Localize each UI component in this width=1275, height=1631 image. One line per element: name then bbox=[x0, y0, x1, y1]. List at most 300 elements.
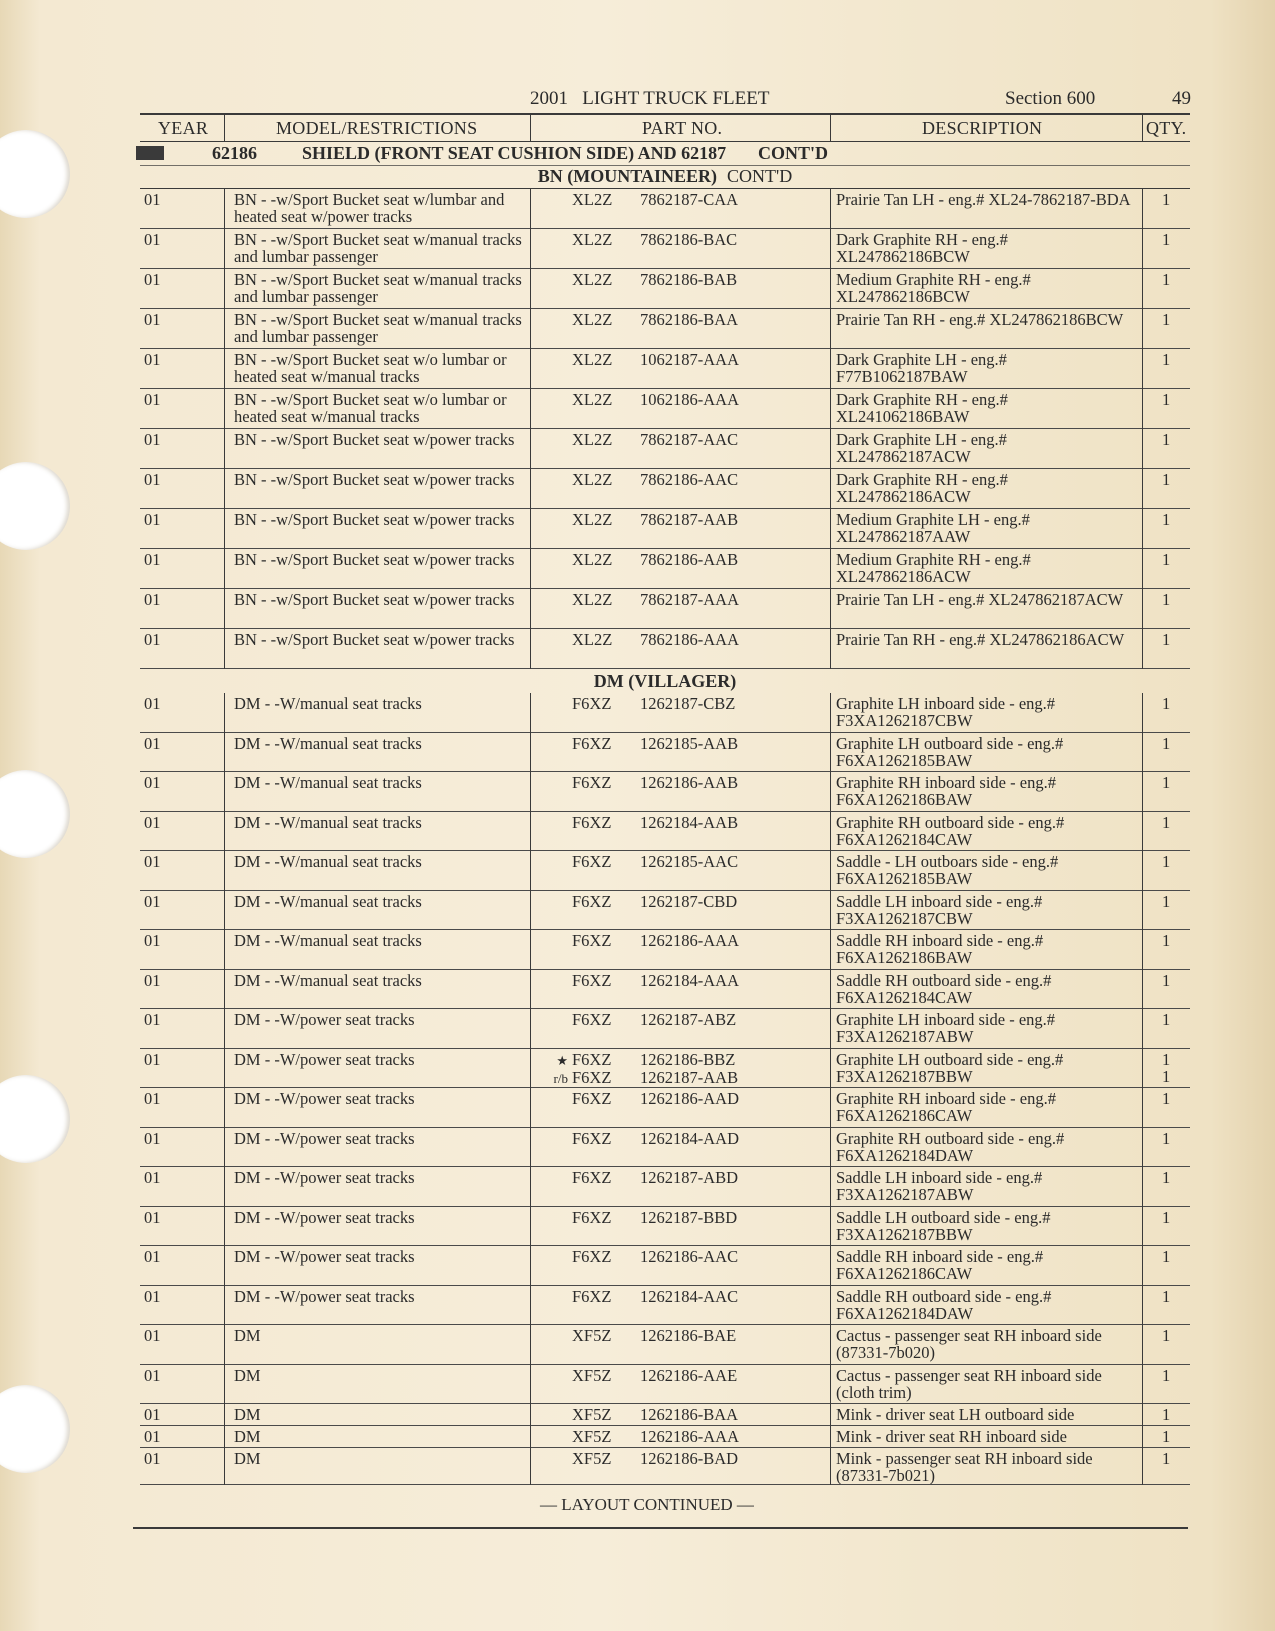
part-suffix: 1062186-AAA bbox=[640, 390, 739, 409]
qty-cell: 1 bbox=[1162, 630, 1171, 649]
part-number bbox=[540, 351, 810, 368]
part-suffix: 1262187-BBD bbox=[640, 1207, 738, 1227]
part-cell bbox=[540, 511, 810, 528]
part-number bbox=[540, 511, 810, 528]
description-cell: Graphite RH outboard side - eng.# F6XA1262184DAW bbox=[836, 1128, 1065, 1165]
description-cell: Medium Graphite LH - eng.# XL247862187AAW bbox=[836, 510, 1030, 546]
table-row bbox=[140, 469, 1190, 509]
description-cell: Graphite LH outboard side - eng.# F6XA1262185BAW bbox=[836, 733, 1064, 770]
model-cell: DM - -W/manual seat tracks bbox=[234, 773, 422, 792]
model-cell: DM - -W/power seat tracks bbox=[234, 1207, 415, 1227]
description-cell: Saddle RH inboard side - eng.# F6XA1262186CAW bbox=[836, 1247, 1044, 1283]
part-cell bbox=[540, 1169, 810, 1186]
table-row bbox=[140, 693, 1190, 733]
part-cell bbox=[540, 1051, 810, 1087]
part-suffix: 1062187-AAA bbox=[640, 350, 739, 369]
column-divider bbox=[224, 113, 225, 141]
model-cell: BN - -w/Sport Bucket seat w/power tracks bbox=[234, 470, 515, 489]
table-row bbox=[140, 812, 1190, 852]
part-number bbox=[540, 231, 810, 248]
part-mark: r/b bbox=[553, 1070, 568, 1086]
part-cell bbox=[540, 774, 810, 791]
group-heading bbox=[140, 143, 1190, 165]
description-cell: Mink - driver seat RH inboard side bbox=[836, 1427, 1067, 1446]
year-cell: 01 bbox=[144, 550, 161, 569]
part-number bbox=[540, 631, 810, 648]
qty-cell: 1 bbox=[1162, 891, 1171, 911]
column-divider bbox=[830, 189, 831, 669]
model-cell: BN - -w/Sport Bucket seat w/manual tracks and lumbar passenger bbox=[234, 270, 522, 306]
section-name: BN (MOUNTAINEER) bbox=[537, 166, 717, 186]
year-cell: 01 bbox=[144, 931, 161, 950]
part-suffix: 7862186-AAB bbox=[640, 550, 739, 569]
table-row bbox=[140, 1246, 1190, 1286]
description-cell: Prairie Tan LH - eng.# XL24-7862187-BDA bbox=[836, 190, 1131, 209]
model-cell: DM - -W/power seat tracks bbox=[234, 1247, 415, 1266]
part-suffix: 1262186-AAA bbox=[640, 1427, 739, 1446]
part-prefix: F6XZ bbox=[572, 891, 612, 911]
part-number bbox=[540, 735, 810, 752]
year-cell: 01 bbox=[144, 773, 161, 792]
part-prefix: F6XZ bbox=[572, 773, 612, 792]
table-row bbox=[140, 1128, 1190, 1168]
part-number bbox=[540, 695, 810, 712]
description-cell: Dark Graphite LH - eng.# XL247862187ACW bbox=[836, 430, 1007, 466]
qty-cell: 1 bbox=[1162, 1089, 1171, 1108]
part-number bbox=[540, 1051, 810, 1069]
part-prefix: XF5Z bbox=[572, 1365, 612, 1385]
table-row bbox=[140, 1286, 1190, 1326]
part-prefix: XL2Z bbox=[572, 630, 613, 649]
year-cell: 01 bbox=[144, 1326, 161, 1345]
qty-cell: 1 bbox=[1162, 190, 1171, 209]
part-cell bbox=[540, 631, 810, 648]
part-number bbox=[540, 1248, 810, 1265]
part-prefix: F6XZ bbox=[572, 970, 612, 990]
year-cell: 01 bbox=[144, 1168, 161, 1187]
description-cell: Mink - driver seat LH outboard side bbox=[836, 1405, 1075, 1424]
year-cell: 01 bbox=[144, 230, 161, 249]
part-prefix: F6XZ bbox=[572, 1286, 612, 1306]
part-number bbox=[540, 1069, 810, 1087]
part-suffix: 1262187-CBZ bbox=[640, 694, 736, 713]
year-cell: 01 bbox=[144, 390, 161, 409]
group-title: SHIELD (FRONT SEAT CUSHION SIDE) AND 62187 bbox=[302, 143, 727, 163]
description-cell: Graphite LH inboard side - eng.# F3XA1262187CBW bbox=[836, 694, 1056, 730]
table-row bbox=[140, 733, 1190, 773]
part-suffix: 7862187-AAB bbox=[640, 510, 739, 529]
description-cell: Medium Graphite RH - eng.# XL247862186ACW bbox=[836, 550, 1031, 586]
model-cell: BN - -w/Sport Bucket seat w/power tracks bbox=[234, 550, 515, 569]
description-cell: Saddle LH outboard side - eng.# F3XA1262187BBW bbox=[836, 1207, 1051, 1244]
part-prefix: F6XZ bbox=[572, 1067, 612, 1087]
column-header-part: PART NO. bbox=[642, 118, 723, 138]
description-cell: Graphite LH inboard side - eng.# F3XA1262187ABW bbox=[836, 1010, 1056, 1046]
part-number bbox=[540, 1169, 810, 1186]
table-row bbox=[140, 229, 1190, 269]
model-cell: DM - -W/manual seat tracks bbox=[234, 812, 422, 832]
table-row bbox=[140, 1049, 1190, 1089]
model-cell: BN - -w/Sport Bucket seat w/lumbar and heated seat w/power tracks bbox=[234, 190, 505, 226]
part-cell bbox=[540, 271, 810, 288]
qty-cell: 1 bbox=[1162, 270, 1171, 289]
description-cell: Dark Graphite LH - eng.# F77B1062187BAW bbox=[836, 350, 1007, 386]
part-prefix: F6XZ bbox=[572, 1049, 612, 1069]
model-cell: BN - -w/Sport Bucket seat w/manual tracks and lumbar passenger bbox=[234, 230, 522, 266]
description-cell: Medium Graphite RH - eng.# XL247862186BCW bbox=[836, 270, 1031, 306]
part-suffix: 1262186-BAA bbox=[640, 1405, 739, 1424]
table-row bbox=[140, 189, 1190, 229]
part-cell bbox=[540, 1209, 810, 1226]
model-cell: BN - -w/Sport Bucket seat w/power tracks bbox=[234, 630, 515, 649]
part-cell bbox=[540, 591, 810, 608]
section-heading-dm bbox=[140, 671, 1190, 692]
part-suffix: 1262186-AAE bbox=[640, 1365, 738, 1385]
part-number bbox=[540, 774, 810, 791]
page-number: 49 bbox=[1172, 88, 1191, 109]
model-cell: DM bbox=[234, 1427, 261, 1446]
part-cell bbox=[540, 231, 810, 248]
part-number bbox=[540, 1011, 810, 1028]
year-cell: 01 bbox=[144, 430, 161, 449]
bottom-rule bbox=[133, 1527, 1188, 1529]
part-suffix: 1262184-AAB bbox=[640, 812, 739, 832]
qty-cell: 1 bbox=[1162, 812, 1171, 832]
part-number bbox=[540, 893, 810, 910]
column-divider bbox=[530, 189, 531, 669]
qty-cell: 1 bbox=[1162, 230, 1171, 249]
model-cell: DM - -W/manual seat tracks bbox=[234, 931, 422, 950]
qty-cell: 1 bbox=[1162, 470, 1171, 489]
column-divider bbox=[530, 113, 531, 141]
part-suffix: 1262187-AAB bbox=[640, 1067, 739, 1087]
part-suffix: 1262186-AAC bbox=[640, 1247, 739, 1266]
year-cell: 01 bbox=[144, 733, 161, 753]
part-cell bbox=[540, 551, 810, 568]
part-suffix: 7862187-AAA bbox=[640, 590, 739, 609]
table-row bbox=[140, 970, 1190, 1010]
table-row bbox=[140, 589, 1190, 629]
model-cell: DM - -W/manual seat tracks bbox=[234, 733, 422, 753]
marker-block bbox=[136, 146, 164, 160]
qty-cell: 1 bbox=[1162, 510, 1171, 529]
model-cell: BN - -w/Sport Bucket seat w/o lumbar or heated seat w/manual tracks bbox=[234, 390, 507, 426]
part-suffix: 1262186-AAB bbox=[640, 773, 739, 792]
year-cell: 01 bbox=[144, 1247, 161, 1266]
part-number bbox=[540, 591, 810, 608]
model-cell: DM - -W/manual seat tracks bbox=[234, 852, 422, 871]
part-prefix: XL2Z bbox=[572, 270, 613, 289]
part-number bbox=[540, 1406, 810, 1423]
year-cell: 01 bbox=[144, 852, 161, 871]
table-row bbox=[140, 389, 1190, 429]
year-cell: 01 bbox=[144, 270, 161, 289]
qty-cell: 1 bbox=[1162, 1207, 1171, 1227]
part-prefix: F6XZ bbox=[572, 1010, 612, 1029]
part-suffix: 7862187-AAC bbox=[640, 430, 739, 449]
year-cell: 01 bbox=[144, 1128, 161, 1148]
description-cell: Saddle RH outboard side - eng.# F6XA1262184CAW bbox=[836, 970, 1052, 1007]
qty-cell: 1 bbox=[1162, 390, 1171, 409]
column-header-qty: QTY. bbox=[1146, 118, 1187, 138]
part-prefix: XL2Z bbox=[572, 550, 613, 569]
part-suffix: 7862186-BAB bbox=[640, 270, 738, 289]
group-contd: CONT'D bbox=[758, 143, 829, 163]
year-cell: 01 bbox=[144, 1427, 161, 1446]
year-cell: 01 bbox=[144, 891, 161, 911]
year-cell: 01 bbox=[144, 1089, 161, 1108]
model-cell: DM - -W/manual seat tracks bbox=[234, 970, 422, 990]
part-number bbox=[540, 431, 810, 448]
description-cell: Saddle - LH outboars side - eng.# F6XA1262185BAW bbox=[836, 852, 1059, 888]
part-cell bbox=[540, 1428, 810, 1445]
part-prefix: F6XZ bbox=[572, 931, 612, 950]
table-row bbox=[140, 269, 1190, 309]
description-cell: Graphite RH outboard side - eng.# F6XA1262184CAW bbox=[836, 812, 1065, 849]
description-cell: Dark Graphite RH - eng.# XL241062186BAW bbox=[836, 390, 1008, 426]
part-suffix: 1262184-AAC bbox=[640, 1286, 739, 1306]
table-row bbox=[140, 891, 1190, 931]
year-cell: 01 bbox=[144, 470, 161, 489]
qty-cell: 1 bbox=[1162, 1247, 1171, 1266]
part-cell bbox=[540, 311, 810, 328]
year-cell: 01 bbox=[144, 190, 161, 209]
qty-cell: 1 bbox=[1162, 970, 1171, 990]
part-cell bbox=[540, 1450, 810, 1467]
part-prefix: F6XZ bbox=[572, 1128, 612, 1148]
table-row bbox=[140, 1167, 1190, 1207]
qty-cell: 1 bbox=[1162, 590, 1171, 609]
part-suffix: 1262186-BAD bbox=[640, 1449, 739, 1468]
model-cell: DM - -W/power seat tracks bbox=[234, 1128, 415, 1148]
model-cell: DM - -W/power seat tracks bbox=[234, 1010, 415, 1029]
part-prefix: XF5Z bbox=[572, 1449, 612, 1468]
part-prefix: XF5Z bbox=[572, 1427, 612, 1446]
qty-cell: 1 bbox=[1162, 694, 1171, 713]
part-cell bbox=[540, 391, 810, 408]
column-divider bbox=[1142, 113, 1143, 141]
part-suffix: 1262186-BBZ bbox=[640, 1049, 736, 1069]
model-cell: DM - -W/power seat tracks bbox=[234, 1168, 415, 1187]
year-cell: 01 bbox=[144, 1010, 161, 1029]
qty-cell: 1 bbox=[1162, 733, 1171, 753]
table-row bbox=[140, 930, 1190, 970]
qty-cell: 1 bbox=[1162, 1449, 1171, 1468]
part-prefix: XL2Z bbox=[572, 510, 613, 529]
part-suffix: 1262187-ABD bbox=[640, 1168, 739, 1187]
part-mark: ★ bbox=[556, 1052, 568, 1068]
description-cell: Cactus - passenger seat RH inboard side (cloth trim) bbox=[836, 1365, 1102, 1402]
table-row bbox=[140, 1448, 1190, 1485]
part-number bbox=[540, 1428, 810, 1445]
model-cell: DM - -W/power seat tracks bbox=[234, 1049, 415, 1069]
section-heading-bn bbox=[140, 166, 1190, 187]
catalog-page: 2001 LIGHT TRUCK FLEET Section 600 49 YEAR MODEL/RESTRICTIONS PART NO. DESCRIPTION QTY. 62186 SHIELD (FRONT SEAT CUSHION SIDE) AND 62187 CONT'D BN (MOUNTAINEER) CONT'D 01 BN - -w/Sport Bucket seat w/lumbar and heated seat w/power tracks XL2Z 7862187-CAA Prairie Tan LH - eng.# XL24-7862187-BDA 1 01 BN - -w/Sport Bucket seat w/manual tracks and lumbar passenger XL2Z 7862186-BAC Dark Graphite RH - eng.# XL247862186BCW 1 01 BN - -w/Sport Bucket seat w/manual tracks and lumbar passenger XL2Z 7862186-BAB Medium Graphite RH - eng.# XL247862186BCW 1 01 BN - -w/Sport Bucket seat w/manual tracks and lumbar passenger XL2Z 7862186-BAA Prairie Tan RH - eng.# XL247862186BCW 1 01 BN - -w/Sport Bucket seat w/o lumbar or heated seat w/manual tracks XL2Z 1062187-AAA Dark Graphite LH - eng.# F77B1062187BAW 1 01 BN - -w/Sport Bucket seat w/o lumbar or heated seat w/manual tracks XL2Z 1062186-AAA Dark Graphite RH - eng.# XL241062186BAW 1 01 BN - -w/Sport Bucket seat w/power tracks XL2Z 7862187-AAC Dark Graphite LH - eng.# XL247862187ACW 1 01 BN - -w/Sport Bucket seat w/power tracks XL2Z 7862186-AAC Dark Graphite RH - eng.# XL247862186ACW 1 01 BN - -w/Sport Bucket seat w/power tracks XL2Z 7862187-AAB Medium Graphite LH - eng.# XL247862187AAW 1 01 BN - -w/Sport Bucket seat w/power tracks XL2Z 7862186-AAB Medium Graphite RH - eng.# XL247862186ACW 1 01 BN - -w/Sport Bucket seat w/power tracks XL2Z 7862187-AAA Prairie Tan LH - eng.# XL247862187ACW 1 01 BN - -w/Sport Bucket seat w/power tracks XL2Z 7862186-AAA Prairie Tan RH - eng.# XL247862186ACW 1 DM (VILLAGER) 01 DM - -W/manual seat tracks F6XZ 1262187-CBZ Graphite LH inboard side - eng.# F3XA1262187CBW 1 01 DM - -W/manual seat tracks F6XZ 1262185-AAB Graphite LH outboard side - eng.# F6XA1262185BAW 1 01 DM - -W/manual seat tracks F6XZ 1262186-AAB Graphite RH inboard side - eng.# F6XA1262186BAW 1 01 DM - -W/manual seat tracks F6XZ 1262184-AAB Graphite RH outboard side - eng.# F6XA1262184CAW 1 01 DM - -W/manual seat tracks F6XZ 1262185-AAC Saddle - LH outboars side - eng.# F6XA1262185BAW 1 01 DM - -W/manual seat tracks F6XZ 1262187-CBD Saddle LH inboard side - eng.# F3XA1262187CBW 1 01 DM - -W/manual seat tracks F6XZ 1262186-AAA Saddle RH inboard side - eng.# F6XA1262186BAW 1 01 DM - -W/manual seat tracks F6XZ 1262184-AAA Saddle RH outboard side - eng.# F6XA1262184CAW 1 01 DM - -W/power seat tracks F6XZ 1262187-ABZ Graphite LH inboard side - eng.# F3XA1262187ABW 1 01 DM - -W/power seat tracks ★ F6XZ 1262186-BBZ r/b F6XZ 1262187-AAB Graphite LH outboard side - eng.# F3XA1262187BBW 1 1 01 DM - -W/power seat tracks F6XZ 1262186-AAD Graphite RH inboard side - eng.# F6XA1262186CAW 1 01 DM - -W/power seat tracks F6XZ 1262184-AAD Graphite RH outboard side - eng.# F6XA1262184DAW 1 01 DM - -W/power seat tracks F6XZ 1262187-ABD Saddle LH inboard side - eng.# F3XA1262187ABW 1 01 DM - -W/power seat tracks F6XZ 1262187-BBD Saddle LH outboard side - eng.# F3XA1262187BBW 1 01 DM - -W/power seat tracks F6XZ 1262186-AAC Saddle RH inboard side - eng.# F6XA1262186CAW 1 01 DM - -W/power seat tracks F6XZ 1262184-AAC Saddle RH outboard side - eng.# F6XA1262184DAW 1 01 DM XF5Z 1262186-BAE Cactus - passenger seat RH inboard side (87331-7b020) 1 01 DM XF5Z 1262186-AAE Cactus - passenger seat RH inboard side (cloth trim) 1 01 DM XF5Z 1262186-BAA Mink - driver seat LH outboard side 1 01 DM XF5Z 1262186-AAA Mink - driver seat RH inboard side 1 01 DM XF5Z 1262186-BAD Mink - passenger seat RH inboard side (87331-7b021) 1 — LAYOUT CONTINUED — bbox=[0, 0, 1275, 1631]
part-suffix: 1262184-AAA bbox=[640, 970, 739, 990]
section-contd: CONT'D bbox=[726, 166, 793, 186]
year-cell: 01 bbox=[144, 590, 161, 609]
table-row bbox=[140, 1325, 1190, 1365]
part-number bbox=[540, 972, 810, 989]
description-cell: Dark Graphite RH - eng.# XL247862186BCW bbox=[836, 230, 1008, 266]
qty-cell: 1 bbox=[1162, 1405, 1171, 1424]
column-divider bbox=[530, 693, 531, 1485]
group-code: 62186 bbox=[212, 143, 257, 163]
table-row bbox=[140, 1404, 1190, 1426]
part-suffix: 1262186-AAA bbox=[640, 931, 739, 950]
year-cell: 01 bbox=[144, 1405, 161, 1424]
year-cell: 01 bbox=[144, 970, 161, 990]
model-cell: DM - -W/manual seat tracks bbox=[234, 694, 422, 713]
column-divider bbox=[1142, 693, 1143, 1485]
page-header bbox=[0, 88, 1275, 114]
part-prefix: XL2Z bbox=[572, 470, 613, 489]
part-prefix: F6XZ bbox=[572, 694, 612, 713]
model-cell: BN - -w/Sport Bucket seat w/manual tracks and lumbar passenger bbox=[234, 310, 522, 346]
description-cell: Graphite LH outboard side - eng.# F3XA1262187BBW bbox=[836, 1049, 1064, 1086]
description-cell: Prairie Tan LH - eng.# XL247862187ACW bbox=[836, 590, 1124, 609]
qty-cell: 1 bbox=[1162, 310, 1171, 329]
part-prefix: XL2Z bbox=[572, 230, 613, 249]
part-cell bbox=[540, 1130, 810, 1147]
part-suffix: 7862186-AAA bbox=[640, 630, 739, 649]
table-row bbox=[140, 1426, 1190, 1448]
column-divider bbox=[830, 693, 831, 1485]
part-suffix: 1262186-AAD bbox=[640, 1089, 739, 1108]
part-prefix: F6XZ bbox=[572, 1089, 612, 1108]
part-prefix: XL2Z bbox=[572, 390, 613, 409]
model-cell: BN - -w/Sport Bucket seat w/o lumbar or heated seat w/manual tracks bbox=[234, 350, 507, 386]
model-cell: DM bbox=[234, 1449, 261, 1468]
part-number bbox=[540, 932, 810, 949]
part-cell bbox=[540, 814, 810, 831]
part-cell bbox=[540, 1327, 810, 1344]
part-prefix: XL2Z bbox=[572, 310, 613, 329]
model-cell: DM - -W/power seat tracks bbox=[234, 1089, 415, 1108]
model-cell: BN - -w/Sport Bucket seat w/power tracks bbox=[234, 430, 515, 449]
part-prefix: XL2Z bbox=[572, 590, 613, 609]
part-prefix: F6XZ bbox=[572, 1168, 612, 1187]
year-cell: 01 bbox=[144, 1207, 161, 1227]
year-cell: 01 bbox=[144, 1449, 161, 1468]
part-cell bbox=[540, 1248, 810, 1265]
part-prefix: F6XZ bbox=[572, 733, 612, 753]
model-cell: BN - -w/Sport Bucket seat w/power tracks bbox=[234, 590, 515, 609]
part-cell bbox=[540, 893, 810, 910]
table-row bbox=[140, 772, 1190, 812]
description-cell: Mink - passenger seat RH inboard side (87331-7b021) bbox=[836, 1449, 1093, 1485]
qty-cell: 1 bbox=[1162, 1365, 1171, 1385]
part-prefix: XF5Z bbox=[572, 1326, 612, 1345]
part-suffix: 7862187-CAA bbox=[640, 190, 739, 209]
qty-cell: 1 bbox=[1162, 931, 1171, 950]
section-label: Section 600 bbox=[1005, 88, 1096, 109]
year-cell: 01 bbox=[144, 310, 161, 329]
table-row bbox=[140, 549, 1190, 589]
qty-cell: 1 bbox=[1162, 1168, 1171, 1187]
column-header-description: DESCRIPTION bbox=[922, 118, 1043, 138]
part-number bbox=[540, 271, 810, 288]
part-number bbox=[540, 1450, 810, 1467]
qty-cell: 1 bbox=[1162, 1286, 1171, 1306]
part-prefix: XL2Z bbox=[572, 190, 613, 209]
part-number bbox=[540, 391, 810, 408]
year-cell: 01 bbox=[144, 1286, 161, 1306]
table-row bbox=[140, 629, 1190, 669]
row-rule bbox=[140, 668, 1190, 669]
model-cell: DM bbox=[234, 1405, 261, 1424]
column-headers bbox=[140, 113, 1190, 141]
part-number bbox=[540, 1288, 810, 1305]
part-cell bbox=[540, 972, 810, 989]
model-cell: BN - -w/Sport Bucket seat w/power tracks bbox=[234, 510, 515, 529]
table-row bbox=[140, 851, 1190, 891]
description-cell: Saddle RH outboard side - eng.# F6XA1262184DAW bbox=[836, 1286, 1052, 1323]
part-cell bbox=[540, 1011, 810, 1028]
qty-cell: 1 bbox=[1162, 1427, 1171, 1446]
part-number bbox=[540, 471, 810, 488]
year-cell: 01 bbox=[144, 1049, 161, 1069]
part-suffix: 7862186-BAA bbox=[640, 310, 739, 329]
part-suffix: 1262186-BAE bbox=[640, 1326, 737, 1345]
part-number bbox=[540, 814, 810, 831]
description-cell: Prairie Tan RH - eng.# XL247862186ACW bbox=[836, 630, 1125, 649]
part-number bbox=[540, 191, 810, 208]
table-row bbox=[140, 1009, 1190, 1049]
part-prefix: F6XZ bbox=[572, 1207, 612, 1227]
model-cell: DM - -W/power seat tracks bbox=[234, 1286, 415, 1306]
qty-cell: 1 bbox=[1162, 550, 1171, 569]
table-row bbox=[140, 1207, 1190, 1247]
qty-cell: 1 bbox=[1162, 430, 1171, 449]
part-cell bbox=[540, 853, 810, 870]
part-cell bbox=[540, 932, 810, 949]
description-cell: Saddle LH inboard side - eng.# F3XA1262187ABW bbox=[836, 1168, 1043, 1204]
year-cell: 01 bbox=[144, 694, 161, 713]
part-suffix: 1262185-AAB bbox=[640, 733, 739, 753]
qty-cell: 1 bbox=[1162, 350, 1171, 369]
qty-cell: 1 1 bbox=[1162, 1049, 1171, 1086]
part-cell bbox=[540, 695, 810, 712]
part-number bbox=[540, 853, 810, 870]
part-number bbox=[540, 1367, 810, 1384]
part-cell bbox=[540, 735, 810, 752]
part-number bbox=[540, 551, 810, 568]
qty-cell: 1 bbox=[1162, 773, 1171, 792]
description-cell: Saddle RH inboard side - eng.# F6XA1262186BAW bbox=[836, 931, 1044, 967]
description-cell: Prairie Tan RH - eng.# XL247862186BCW bbox=[836, 310, 1124, 329]
part-suffix: 1262185-AAC bbox=[640, 852, 739, 871]
part-prefix: XL2Z bbox=[572, 350, 613, 369]
part-cell bbox=[540, 1367, 810, 1384]
qty-cell: 1 bbox=[1162, 852, 1171, 871]
model-cell: DM bbox=[234, 1365, 261, 1385]
model-cell: DM bbox=[234, 1326, 261, 1345]
part-suffix: 7862186-AAC bbox=[640, 470, 739, 489]
table-row bbox=[140, 349, 1190, 389]
part-number bbox=[540, 1130, 810, 1147]
page-title: 2001 LIGHT TRUCK FLEET bbox=[530, 88, 770, 109]
part-number bbox=[540, 1209, 810, 1226]
table-row bbox=[140, 1365, 1190, 1405]
column-divider bbox=[1142, 189, 1143, 669]
description-cell: Cactus - passenger seat RH inboard side (87331-7b020) bbox=[836, 1326, 1102, 1362]
column-header-year: YEAR bbox=[158, 118, 209, 138]
column-divider bbox=[224, 189, 225, 669]
description-cell: Dark Graphite RH - eng.# XL247862186ACW bbox=[836, 470, 1008, 506]
part-number bbox=[540, 1327, 810, 1344]
year-cell: 01 bbox=[144, 1365, 161, 1385]
